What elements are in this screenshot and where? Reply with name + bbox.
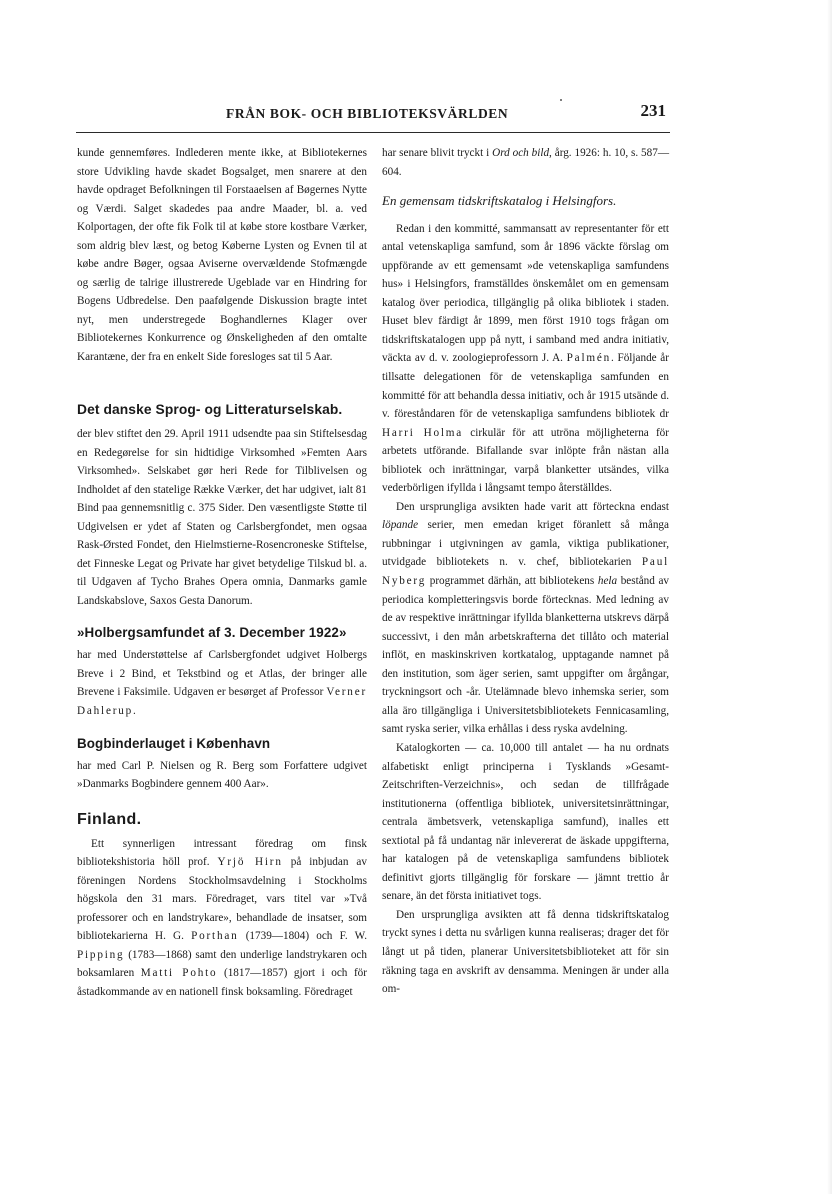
paragraph-katalog-4: Den ursprungliga avsikten att få denna tidskriftskatalog tryckt synes i detta nu svårligen kunna realiseras; drager det för långt ut på tiden, planerar Universitetsbiblioteket att för sin räkning taga en avskrift av densamma. Meningen är under alla om-	[382, 908, 669, 996]
text-run: . Följande år tillsatte delegationen för de vetenskapliga samfunden en kommitté för att behandla dessa initiativ, och år 1915 utsände d. v. föreståndaren för de vetenskapliga samfundens bibliotek dr	[382, 352, 669, 421]
paragraph-katalog-1	[382, 220, 669, 498]
journal-title: Ord och bild	[492, 147, 550, 159]
paragraph-finland	[77, 835, 367, 1002]
text-run: Ett synnerligen intressant föredrag om finsk bibliotekshistoria höll prof.	[77, 837, 367, 869]
text-run: har med Understøttelse af Carlsbergfondet udgivet Holbergs Breve i 2 Bind, et Tekstbind og et Atlas, der bringer alle Brevene i Faksimile. Udgaven er besørget af Professor	[77, 649, 367, 699]
text-run: har med	[77, 759, 122, 772]
text-run: serier, men emedan kriget föranlett så många rubbningar i utgivningen av gamla, viktiga publikationer, utvidgade bibliotekets n. v. chef, bibliotekarien	[382, 519, 669, 569]
paragraph-sprog-selskab: der blev stiftet den 29. April 1911 udsendte paa sin Stiftelsesdag en Redegørelse for sin hidtidige Virksomhed »Femten Aars Virksomhed». Selskabet gør heri Rede for Tilblivelsen og Indholdet af den statelige Række Værker, det har udgivet, ialt 81 Bind paa gennemsnitlig c. 375 Sider. Den væsentligste Støtte til Udgivelsen er ydet af Staten og Carlsbergfondet, men ogsaa Rask-Ørsted Fondet, den Hielmstierne-Rosencroneske Stiftelse, det Finneske Legat og Private har givet betydelige Tilskud bl. a. til Udgaven af Tycho Brahes Opera omnia, Danmarks gamle Landskabslove, Saxos Gesta Danorum.	[77, 428, 367, 608]
text-run: .	[133, 704, 136, 717]
paragraph-bogbinderlauget	[77, 757, 367, 794]
person-name: Matti Pohto	[140, 967, 218, 980]
paragraph-bookselling: kunde gennemføres. Indlederen mente ikke, at Bibliotekernes store Udvikling havde skadet Bogsalget, men snarere at den havde opdraget Befolkningen til Forstaaelsen af Bøgernes Nytte og Værdi. Salget skadedes paa andre Maader, bl. a. ved Kolportagen, der ofte fik Folk til at købe store kostbare Værker, som aldrig blev læst, og betog Køberne Lysten og Evnen til at købe andre Bøger, ogsaa Aviserne overvældende Stofmængde og særlig de talrige illustrerede Ugeblade var en Hindring for Bogens Udbredelse. Den paafølgende Diskussion bragte intet nyt, men understregede Boghandlernes Klager over Bibliotekernes Konkurrence og Ønskeligheden af den omtalte Karantæne, der fra en enkelt Side foresloges sat til 5 Aar.	[77, 147, 367, 364]
heading-sprog-selskab: Det danske Sprog- og Litteraturselskab.	[77, 401, 343, 417]
text-run: Redan i den kommitté, sammansatt av representanter för ett antal vetenskapliga samfund, som år 1896 väckte förslag om uppförande av ett gemensamt »de vetenskapliga samfundens hus» i Helsingfors, framställdes önskemålet om en gemensam katalog över periodica, tillgänglig på olika bibliotek i staden. Huset blev färdigt år 1899, men först 1910 togs frågan om tidskriftskatalogen upp på nytt, i samband med andra initiativ, väckta av d. v. zoologieprofessorn J. A.	[382, 222, 669, 365]
heading-tidskriftskatalog: En gemensam tidskriftskatalog i Helsingfors.	[382, 193, 617, 209]
paragraph-katalog-3: Katalogkorten — ca. 10,000 till antalet — ha nu ordnats alfabetiskt enligt principerna i Tysklands »Gesamt-Zeitschriften-Verzeichnis», och sedan de tillfrågade institutionerna (offentliga bibliotek, universitetsinrättningar, centrala ämbetsverk, vetenskapliga samfund), inalles ett sextiotal på få undantag när inlevererat de äskade uppgifterna, har katalogen på de vetenskapliga samfundens bibliotek definitivt gjorts tillgänglig för forskare — jämnt trettio år senare, än det första initiativet togs.	[382, 741, 669, 903]
text-run: cirkulär för att utröna möjligheterna för arbetets utförande. Bifallande svar inlöpte från nästan alla bibliotek och inrättningar, varpå blanketter utsändes, vilka vederbörligen ifyllda i långsamt tempo återställdes.	[382, 426, 669, 495]
emphasis: löpande	[382, 519, 419, 532]
scan-edge	[827, 0, 832, 1194]
heading-holbergsamfundet: »Holbergsamfundet af 3. December 1922»	[77, 624, 347, 640]
print-speck	[560, 99, 562, 101]
right-column	[382, 144, 669, 999]
person-name: Porthan	[191, 930, 239, 943]
text-run: og	[194, 759, 217, 772]
text-run: Den ursprungliga avsikten hade varit att förteckna endast	[396, 500, 669, 513]
emphasis: hela	[597, 575, 618, 588]
heading-finland: Finland.	[77, 810, 142, 828]
running-title: FRÅN BOK- OCH BIBLIOTEKSVÄRLDEN	[226, 106, 509, 121]
text-run: på inbjudan av föreningen Nordens Stockholmsavdelning i Stockholms högskola den 31 mars. Föredraget, vars titel var »Två professorer och en landstrykare», behandlade de insatser, som bibliotekarierna H. G.	[77, 856, 367, 943]
person-name: R. Berg	[216, 759, 254, 772]
paragraph-katalog-2	[382, 498, 669, 739]
person-name: Harri Holma	[382, 426, 464, 439]
text-run: (1739—1804) och F. W.	[238, 930, 368, 943]
text-run: programmet därhän, att bibliotekens	[426, 575, 598, 588]
person-name: Paul Nyberg	[382, 556, 669, 588]
left-column	[77, 144, 367, 1001]
person-name: Verner Dahlerup	[77, 686, 367, 717]
page-number: 231	[640, 101, 666, 120]
text-run: (1817—1857) gjort i och för åstadkommande av en nationell finsk boksamling. Föredraget	[77, 967, 367, 998]
person-name: Carl P. Nielsen	[121, 759, 195, 772]
text-run: , årg. 1926: h. 10, s. 587—604.	[382, 147, 670, 178]
person-name: Palmén	[566, 352, 612, 365]
text-run: har senare blivit tryckt i	[382, 147, 493, 159]
text-run: bestånd av periodica kompletteringsvis borde förtecknas. Med ledning av de av respektive inrättningar ifyllda blanketterna utskrevs därpå successivt, i den mån arbetskrafterna det tillåto och material inflöt, en maskinskriven kortkatalog, upptagande namnet på den institution, som äger serien, samt uppgifter om årgångar, tryckningsort och -år. Utelämnade blevo inhemska serier, som alla äro tillgängliga i Universitetsbibliotekets Fennicasamling, samt ryska serier, vilka erhållas i dess ryska avdelning.	[382, 575, 670, 736]
person-name: Yrjö Hirn	[217, 856, 283, 869]
text-run: (1783—1868) samt den underlige landstrykaren och boksamlaren	[77, 948, 367, 980]
running-header	[76, 101, 670, 133]
person-name: Pipping	[77, 948, 125, 961]
paragraph-holbergsamfundet	[77, 646, 367, 720]
paragraph-ord-och-bild	[382, 144, 669, 181]
heading-bogbinderlauget: Bogbinderlauget i København	[77, 736, 271, 752]
text-run: som Forfattere udgivet »Danmarks Bogbindere gennem 400 Aar».	[77, 759, 368, 791]
